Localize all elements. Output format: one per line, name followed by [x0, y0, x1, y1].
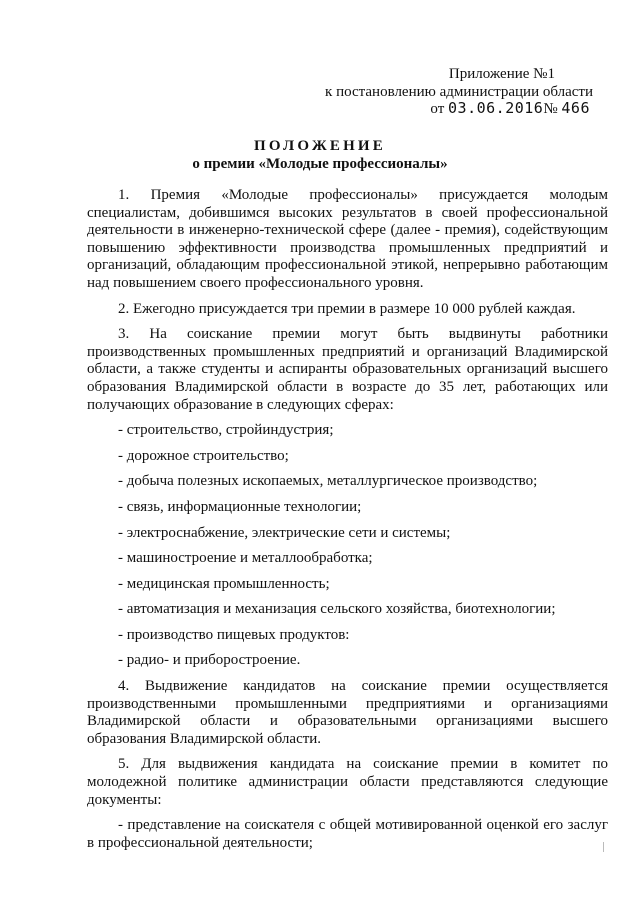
document-subtitle: о премии «Молодые профессионалы»: [192, 156, 448, 172]
list-item: - производство пищевых продуктов:: [118, 626, 350, 643]
list-item: - дорожное строительство;: [118, 447, 289, 464]
list-item: - электроснабжение, электрические сети и системы;: [118, 524, 451, 541]
paragraph-2: 2. Ежегодно присуждается три премии в размере 10 000 рублей каждая.: [118, 300, 576, 317]
list-item: - машиностроение и металлообработка;: [118, 550, 373, 567]
paragraph-5-item: - представление на соискателя с общей мотивированной оценкой его заслуг в профессиональной деятельности;: [87, 817, 608, 851]
list-item: - автоматизация и механизация сельского хозяйства, биотехнологии;: [118, 601, 556, 618]
paragraph-1: 1. Премия «Молодые профессионалы» присуждается молодым специалистам, добившимся высоких результатов в своей профессиональной деятельности в инженерно-технической сфере (далее - премия), содействующим повышению эффективности производства промышленных предприятий и организаций, обладающим профессиональной этикой, непрерывно работающим над повышением своего профессионального уровня.: [87, 187, 608, 291]
paragraph-3: 3. На соискание премии могут быть выдвинуты работники производственных промышленных предприятий и организаций Владимирской области, а также студенты и аспиранты образовательных организаций высшего образования Владимирской области в возрасте до 35 лет, работающих или получающих образование в следующих сферах:: [87, 326, 608, 413]
appendix-line-1: Приложение №1: [448, 66, 555, 82]
appendix-line-3: [430, 100, 590, 117]
document-title: ПОЛОЖЕНИЕ: [253, 138, 387, 154]
handwritten-number: 466: [561, 99, 590, 117]
list-item: - строительство, стройиндустрия;: [118, 422, 334, 439]
list-item: - добыча полезных ископаемых, металлургическое производство;: [118, 473, 538, 490]
handwritten-date: 03.06.2016: [448, 99, 544, 117]
appendix-line-2: к постановлению администрации области: [325, 84, 593, 100]
date-prefix: от: [430, 101, 445, 117]
paragraph-5: 5. Для выдвижения кандидата на соискание премии в комитет по молодежной политике администрации области представляются следующие документы:: [87, 756, 608, 808]
document-body: [87, 187, 608, 860]
paragraph-4: 4. Выдвижение кандидатов на соискание премии осуществляется производственными промышленными предприятиями и организациями Владимирской области и образовательными организациями высшего образования Владимирской области.: [87, 678, 608, 747]
list-item: - радио- и приборостроение.: [118, 652, 301, 669]
spheres-list: [87, 422, 608, 670]
number-sign: №: [543, 101, 558, 117]
list-item: - связь, информационные технологии;: [118, 498, 362, 515]
scan-mark: [603, 842, 604, 852]
list-item: - медицинская промышленность;: [118, 575, 330, 592]
